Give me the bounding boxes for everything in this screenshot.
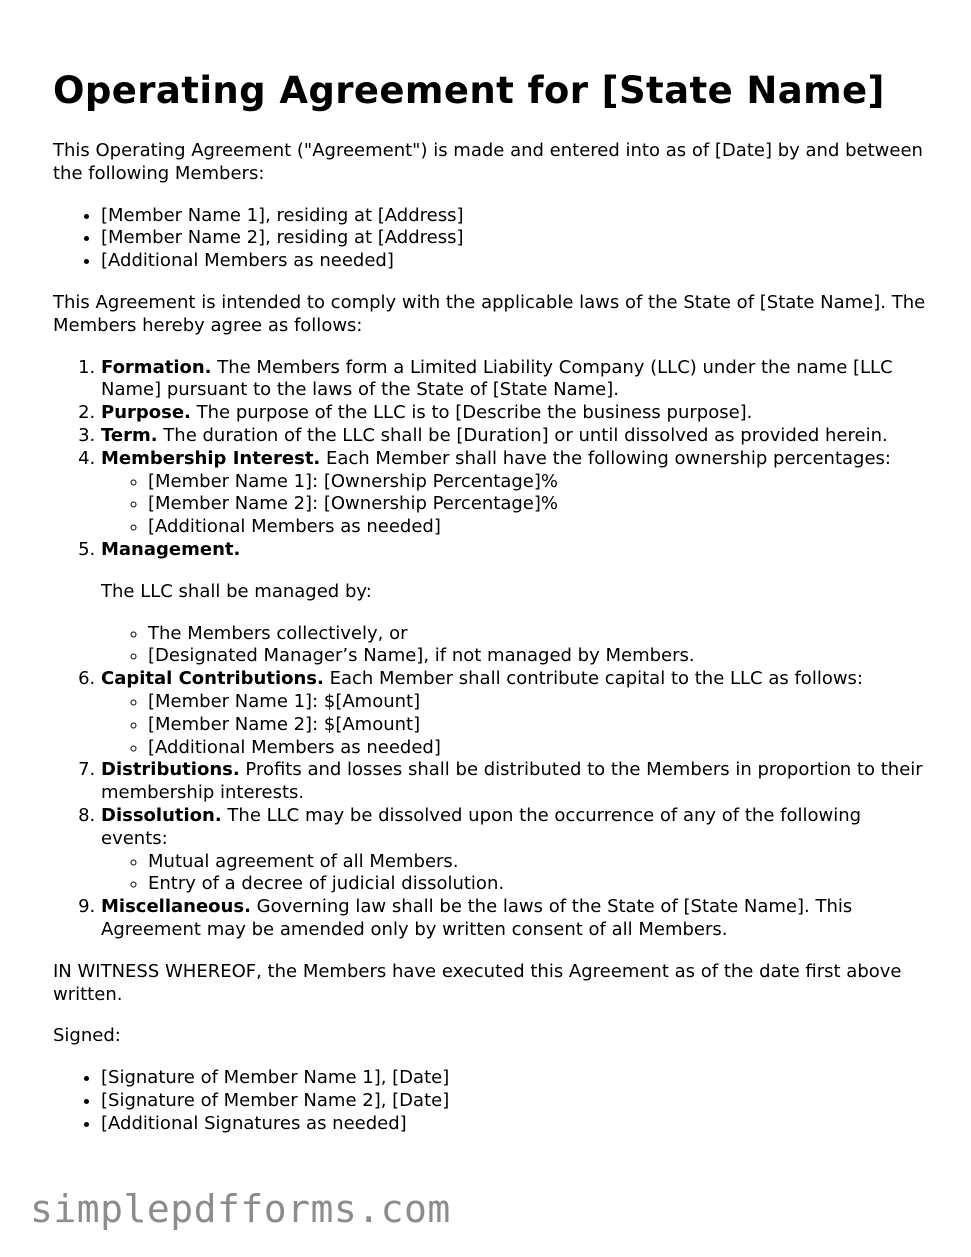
section-purpose [101, 402, 933, 425]
management-paragraph: The LLC shall be managed by: [101, 580, 372, 602]
section-title: Dissolution. [101, 804, 222, 826]
section-miscellaneous [101, 896, 933, 942]
section-text: Each Member shall contribute capital to the LLC as follows: [323, 668, 863, 690]
list-item: ◦ The Members collectively, or [148, 623, 933, 646]
intro-paragraph: This Operating Agreement ("Agreement") is made and entered into as of [Date] by and between the following Members: [53, 140, 923, 184]
section-title: Formation. [101, 356, 212, 378]
compliance-paragraph: This Agreement is intended to comply with the applicable laws of the State of [State Name]. The Members hereby agree as follows: [53, 291, 926, 336]
list-item: ◦ [Member Name 2]: $[Amount] [148, 714, 933, 737]
section-title: Purpose. [101, 402, 191, 424]
list-item: ◦ [Additional Members as needed] [148, 737, 933, 760]
dissolution-events-list [101, 851, 933, 897]
document-page [53, 40, 933, 1154]
section-title: Management. [101, 538, 241, 560]
section-management [101, 539, 933, 668]
section-dissolution [101, 805, 933, 896]
section-text: Each Member shall have the following ownership percentages: [320, 447, 891, 469]
signature-item: • [Signature of Member Name 2], [Date] [101, 1090, 933, 1113]
signed-label: Signed: [53, 1025, 121, 1047]
list-item: ◦ [Member Name 2]: [Ownership Percentage]% [148, 493, 933, 516]
witness-paragraph: IN WITNESS WHEREOF, the Members have executed this Agreement as of the date first above written. [53, 960, 902, 1005]
page-title: Operating Agreement for [State Name] [53, 69, 885, 112]
section-text: Governing law shall be the laws of the State of [State Name]. This Agreement may be amended only by written consent of all Members. [101, 896, 853, 940]
section-text: Profits and losses shall be distributed to the Members in proportion to their membership interests. [101, 759, 923, 804]
section-text: The duration of the LLC shall be [Duration] or until dissolved as provided herein. [157, 424, 888, 446]
section-text: The purpose of the LLC is to [Describe the business purpose]. [190, 402, 753, 424]
contributions-list [101, 691, 933, 759]
list-item: ◦ Entry of a decree of judicial dissolution. [148, 873, 933, 896]
management-list [101, 623, 933, 669]
ownership-list [101, 471, 933, 539]
list-item: ◦ [Member Name 1]: $[Amount] [148, 691, 933, 714]
section-capital-contributions [101, 668, 933, 759]
signature-item: • [Signature of Member Name 1], [Date] [101, 1067, 933, 1090]
section-title: Miscellaneous. [101, 896, 251, 918]
member-item: • [Additional Members as needed] [101, 250, 933, 273]
section-formation [101, 357, 933, 403]
section-title: Distributions. [101, 759, 240, 781]
sections-list [53, 357, 933, 942]
section-text: The LLC may be dissolved upon the occurrence of any of the following events: [101, 804, 862, 849]
signature-item: • [Additional Signatures as needed] [101, 1113, 933, 1136]
members-list [53, 205, 933, 273]
list-item: ◦ [Member Name 1]: [Ownership Percentage]% [148, 471, 933, 494]
member-item: • [Member Name 1], residing at [Address] [101, 205, 933, 228]
section-membership-interest [101, 448, 933, 539]
member-item: • [Member Name 2], residing at [Address] [101, 227, 933, 250]
section-title: Capital Contributions. [101, 668, 324, 690]
list-item: ◦ Mutual agreement of all Members. [148, 851, 933, 874]
list-item: ◦ [Additional Members as needed] [148, 516, 933, 539]
section-text: The Members form a Limited Liability Company (LLC) under the name [LLC Name] pursuant to the laws of the State of [State Name]. [101, 356, 893, 401]
section-title: Term. [101, 424, 158, 446]
section-distributions [101, 759, 933, 805]
watermark: simplepdfforms.com [30, 1187, 451, 1231]
section-title: Membership Interest. [101, 447, 321, 469]
signatures-list [53, 1067, 933, 1135]
section-term [101, 425, 933, 448]
list-item: ◦ [Designated Manager’s Name], if not managed by Members. [148, 645, 933, 668]
